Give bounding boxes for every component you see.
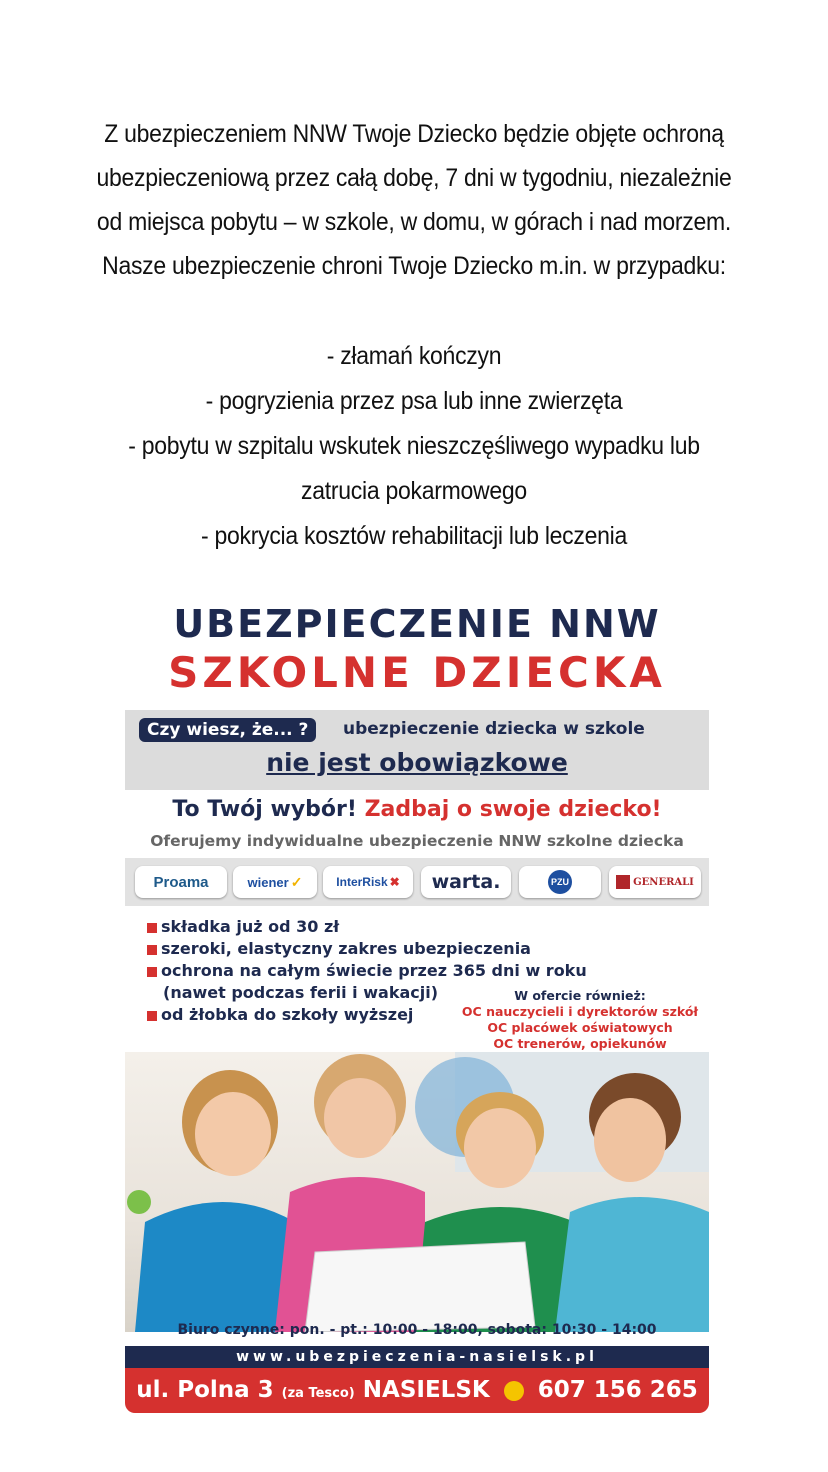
benefit-text: składka już od 30 zł [161, 917, 340, 936]
care-text: Zadbaj o swoje dziecko! [364, 797, 662, 822]
intro-line: Z ubezpieczeniem NNW Twoje Dziecko będzie objęte ochroną [104, 120, 724, 148]
benefit-item [147, 916, 587, 938]
pzu-logo [519, 866, 601, 898]
choice-text: To Twój wybór! [172, 797, 357, 822]
pzu-label: PZU [548, 870, 572, 894]
poster-subtitle: SZKOLNE DZIECKA [168, 648, 666, 697]
wiener-label: wiener [247, 874, 289, 890]
children-photo [125, 1052, 709, 1332]
also-item: OC placówek oświatowych [487, 1020, 673, 1035]
street-note: (za Tesco) [281, 1386, 355, 1401]
wiener-check-icon: ✓ [290, 873, 303, 890]
coverage-item: - pobytu w szpitalu wskutek nieszczęśliwego wypadku lub [128, 432, 700, 460]
benefit-text: od żłobka do szkoły wyższej [161, 1005, 414, 1024]
website-link[interactable]: www.ubezpieczenia-nasielsk.pl [125, 1346, 709, 1368]
address-bar [125, 1368, 709, 1413]
also-title: W ofercie również: [514, 988, 646, 1003]
bullet-square-icon [147, 967, 157, 977]
coverage-item: - złamań kończyn [326, 342, 502, 370]
did-you-know-badge: Czy wiesz, że... ? [139, 718, 316, 742]
insurance-poster [125, 590, 709, 1413]
children-illustration [125, 1052, 709, 1332]
intro-line: od miejsca pobytu – w szkole, w domu, w górach i nad morzem. [96, 208, 732, 236]
coverage-item: - pogryzienia przez psa lub inne zwierzęta [205, 387, 623, 415]
interrisk-star-icon: ✖ [389, 875, 400, 889]
intro-line: ubezpieczeniową przez całą dobę, 7 dni w tygodniu, niezależnie [96, 164, 732, 192]
poster-title: UBEZPIECZENIE NNW [173, 602, 661, 646]
interrisk-label: InterRisk [336, 875, 388, 889]
bullet-square-icon [147, 1011, 157, 1021]
offer-text: Oferujemy indywidualne ubezpieczenie NNW szkolne dziecka [150, 832, 684, 850]
phone-icon [504, 1381, 524, 1401]
bullet-square-icon [147, 923, 157, 933]
coverage-item: zatrucia pokarmowego [301, 477, 527, 505]
coverage-list [61, 334, 768, 559]
benefit-text: ochrona na całym świecie przez 365 dni w roku [161, 961, 587, 980]
benefit-item [147, 938, 587, 960]
also-item: OC trenerów, opiekunów [493, 1036, 667, 1051]
not-mandatory-text: nie jest obowiązkowe [266, 748, 568, 777]
bullet-square-icon [147, 945, 157, 955]
benefit-item [147, 960, 587, 982]
intro-paragraph [61, 112, 768, 288]
proama-label: Proama [153, 873, 209, 891]
street: ul. Polna 3 [136, 1377, 274, 1403]
also-item: OC nauczycieli i dyrektorów szkół [461, 1004, 699, 1019]
office-hours: Biuro czynne: pon. - pt.: 10:00 - 18:00, sobota: 10:30 - 14:00 [177, 1322, 657, 1338]
info-text: ubezpieczenie dziecka w szkole [343, 719, 645, 739]
also-offer [455, 988, 705, 1052]
city: NASIELSK [362, 1377, 490, 1403]
generali-lion-icon [616, 875, 630, 889]
insurer-logos [125, 858, 709, 906]
proama-logo [135, 866, 227, 898]
choice-headline [125, 797, 709, 822]
generali-label: GENERALI [633, 876, 694, 888]
generali-logo [609, 866, 701, 898]
interrisk-logo [323, 866, 413, 898]
warta-logo [421, 866, 511, 898]
intro-line: Nasze ubezpieczenie chroni Twoje Dziecko m.in. w przypadku: [102, 252, 726, 280]
phone-number[interactable]: 607 156 265 [537, 1377, 698, 1403]
benefit-text: szeroki, elastyczny zakres ubezpieczenia [161, 939, 531, 958]
info-banner [125, 710, 709, 790]
benefit-text: (nawet podczas ferii i wakacji) [163, 983, 439, 1002]
warta-label: warta. [431, 871, 501, 893]
wiener-logo [233, 866, 317, 898]
coverage-item: - pokrycia kosztów rehabilitacji lub leczenia [200, 522, 628, 550]
